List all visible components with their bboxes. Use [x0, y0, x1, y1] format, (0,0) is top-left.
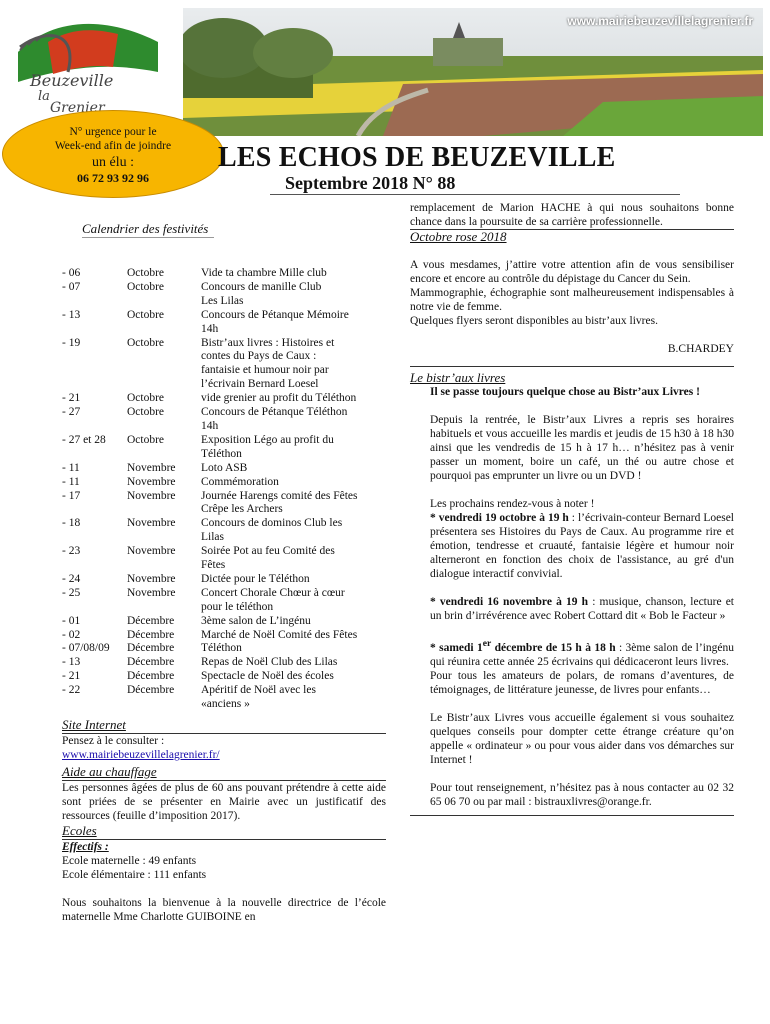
calendar-event: Lilas — [201, 531, 224, 544]
calendar-month: Novembre — [127, 586, 176, 599]
bistro-event-1-text: : l’écrivain-conteur Bernard Loesel présentera ses Histoires du Pays de Caux. Au programme rire et émotion, tendresse et cruauté, fantaisie légère et humour noir alterneront en fonction des choix de l'assistance, au gré d'un dialogue interactif convivial. — [430, 512, 734, 580]
ecoles-section — [62, 824, 386, 924]
octobre-rose-divider — [410, 366, 734, 367]
calendar-row — [62, 503, 392, 517]
ecoles-continuation: remplacement de Marion HACHE à qui nous souhaitons bonne chance dans la poursuite de sa carrière professionnelle. — [410, 202, 734, 228]
calendar-event: vide grenier au profit du Téléthon — [201, 392, 357, 405]
calendar-day — [62, 420, 127, 434]
calendar-month — [127, 559, 201, 573]
calendar-month — [127, 448, 201, 462]
calendar-event: Concours de dominos Club les — [201, 517, 343, 530]
calendar-day: - 01 — [62, 614, 81, 627]
calendar-day: - 21 — [62, 670, 81, 683]
calendar-row — [62, 337, 392, 351]
calendar-event: Commémoration — [201, 475, 279, 488]
calendar-row — [62, 350, 392, 364]
calendar-row — [62, 267, 392, 281]
octobre-rose-p2: Mammographie, échographie sont malheureusement indispensables à notre vie de femme. — [410, 287, 734, 313]
calendar-event: Loto ASB — [201, 461, 248, 474]
bistro-intro: Il se passe toujours quelque chose au Bistr’aux Livres ! — [430, 386, 700, 398]
calendar-event: Spectacle de Noël des écoles — [201, 670, 334, 683]
calendar-month: Novembre — [127, 517, 176, 530]
calendar-day — [62, 350, 127, 364]
calendar-row — [62, 490, 392, 504]
calendar-event: Dictée pour le Téléthon — [201, 572, 310, 585]
calendar-day: - 24 — [62, 572, 81, 585]
calendar-row — [62, 364, 392, 378]
calendar-row — [62, 559, 392, 573]
site-link[interactable]: www.mairiebeuzevillelagrenier.fr/ — [62, 749, 220, 761]
calendar-row — [62, 448, 392, 462]
calendar-event: Téléthon — [201, 447, 242, 460]
octobre-rose-p1: A vous mesdames, j’attire votre attention afin de vous sensibiliser encore et encore au contrôle du dépistage du Cancer du Sein. — [410, 259, 734, 285]
calendar-day: - 07 — [62, 280, 81, 293]
site-section — [62, 718, 386, 762]
calendar-day: - 11 — [62, 461, 80, 474]
calendar-event: Journée Harengs comité des Fêtes — [201, 489, 358, 502]
calendar-month: Novembre — [127, 545, 176, 558]
calendar-day — [62, 531, 127, 545]
issue-subtitle: Septembre 2018 N° 88 — [285, 173, 456, 193]
octobre-rose-signature: B.CHARDEY — [667, 343, 734, 355]
calendar-row — [62, 684, 392, 698]
banner-url: www.mairiebeuzevillelagrenier.fr — [567, 14, 753, 28]
site-text: Pensez à le consulter : — [62, 735, 165, 747]
calendar-row — [62, 462, 392, 476]
aide-section — [62, 765, 386, 823]
calendar-month — [127, 295, 201, 309]
bistro-p2: Le Bistr’aux Livres vous accueille également si vous souhaitez quelques conseils pour dompter cette étrange créature qu’on appelle « ordinateur » ou pour vous aider dans vos démarches sur Internet ! — [430, 711, 734, 766]
calendar-event: Les Lilas — [201, 294, 244, 307]
calendar-row — [62, 420, 392, 434]
calendar-event: «anciens » — [201, 698, 250, 711]
calendar-event: contes du Pays de Caux : — [201, 350, 317, 363]
calendar-heading-underline — [82, 237, 214, 238]
logo-text-2: la — [38, 89, 50, 104]
octobre-rose-p3: Quelques flyers seront disponibles au bistr’aux livres. — [410, 315, 658, 327]
title-divider — [270, 194, 680, 195]
calendar-day: - 27 — [62, 406, 81, 419]
calendar-month — [127, 601, 201, 615]
calendar-day — [62, 601, 127, 615]
calendar-month: Décembre — [127, 656, 175, 669]
calendar-event: Apéritif de Noël avec les — [201, 684, 316, 697]
village-logo — [8, 12, 178, 112]
calendar-event: Concert Chorale Chœur à cœur — [201, 586, 345, 599]
calendar-row — [62, 629, 392, 643]
calendar-month: Octobre — [127, 280, 165, 293]
calendar-day: - 17 — [62, 489, 81, 502]
calendar-event: Concours de Pétanque Mémoire — [201, 308, 349, 321]
calendar-month: Octobre — [127, 308, 165, 321]
calendar-day — [62, 323, 127, 337]
calendar-month: Décembre — [127, 642, 175, 655]
calendar-month: Novembre — [127, 489, 176, 502]
bistro-event-3-text2: Pour tous les amateurs de polars, de romans d’aventures, de témoignages, de littérature jeunesse, de livres pour enfants… — [430, 669, 734, 696]
bistro-p3: Pour tout renseignement, n’hésitez pas à nous contacter au 02 32 65 06 70 ou par mail : bistrauxlivres@orange.fr. — [430, 781, 734, 808]
calendar-row — [62, 392, 392, 406]
calendar-event: Concours de manille Club — [201, 280, 322, 293]
bistro-event-3-text: : 3ème salon de l’ingénu qui réunira cette année 25 écrivains qui dédicaceront leurs livres. — [430, 641, 734, 668]
logo-text-1: Beuzeville — [30, 71, 114, 90]
bistro-event-2 — [410, 595, 734, 623]
calendar-month: Novembre — [127, 572, 176, 585]
calendar-day: - 21 — [62, 392, 81, 405]
calendar-event: Bistr’aux livres : Histoires et — [201, 336, 335, 349]
calendar-event: Fêtes — [201, 559, 226, 572]
calendar-row — [62, 670, 392, 684]
urgence-line-2: Week-end afin de joindre — [54, 140, 172, 153]
calendar-event: l’écrivain Bernard Loesel — [201, 378, 319, 391]
calendar-row — [62, 545, 392, 559]
bistro-end-divider — [410, 815, 734, 816]
urgence-line-3: un élu : — [92, 154, 134, 170]
calendar-month: Novembre — [127, 461, 176, 474]
calendar-month: Octobre — [127, 336, 165, 349]
calendar-month: Décembre — [127, 614, 175, 627]
calendar-month: Octobre — [127, 267, 165, 279]
bistro-event-3 — [410, 637, 734, 669]
calendar-row — [62, 378, 392, 392]
bistro-event-1-date: * vendredi 19 octobre à 19 h — [430, 512, 569, 524]
calendar-list — [62, 267, 392, 712]
calendar-row — [62, 615, 392, 629]
calendar-day: - 06 — [62, 267, 81, 279]
calendar-event: pour le téléthon — [201, 600, 274, 613]
ecoles-text: Nous souhaitons la bienvenue à la nouvelle directrice de l’école maternelle Mme Charlotte GUIBOINE en — [62, 897, 386, 923]
calendar-day: - 02 — [62, 628, 81, 641]
urgence-badge — [2, 110, 224, 198]
ecoles-heading: Ecoles — [62, 823, 97, 838]
calendar-day: - 23 — [62, 545, 81, 558]
calendar-day: - 25 — [62, 586, 81, 599]
calendar-heading: Calendrier des festivités — [82, 221, 209, 236]
calendar-row — [62, 406, 392, 420]
bistro-rdv: Les prochains rendez-vous à noter ! — [430, 498, 595, 510]
calendar-month — [127, 698, 201, 712]
calendar-month — [127, 364, 201, 378]
calendar-month — [127, 323, 201, 337]
calendar-day — [62, 559, 127, 573]
bistro-heading: Le bistr’aux livres — [410, 370, 506, 385]
calendar-month: Décembre — [127, 684, 175, 697]
calendar-month: Octobre — [127, 406, 165, 419]
ecoles-effectifs: Effectifs : — [62, 841, 109, 853]
calendar-row — [62, 587, 392, 601]
urgence-phone: 06 72 93 92 96 — [77, 171, 149, 186]
bistro-p1: Depuis la rentrée, le Bistr’aux Livres a repris ses horaires habituels et vous accueille les mardis et jeudis de 15 h30 à 18 h30 ainsi que les vendredis de 15 h à 17 h… n’hésitez pas à venir passer un moment, boire un café, un thé ou autre chose et pourquoi pas emprunter un livre ou un DVD ! — [430, 414, 734, 482]
calendar-row — [62, 281, 392, 295]
octobre-rose-heading: Octobre rose 2018 — [410, 229, 507, 244]
calendar-day: - 11 — [62, 475, 80, 488]
calendar-month: Décembre — [127, 628, 175, 641]
calendar-month: Novembre — [127, 475, 176, 488]
calendar-event: Exposition Légo au profit du — [201, 433, 334, 446]
calendar-day — [62, 364, 127, 378]
calendar-event: 14h — [201, 419, 219, 432]
calendar-event: Vide ta chambre Mille club — [201, 267, 327, 279]
bistro-event-2-date: * vendredi 16 novembre à 19 h — [430, 596, 589, 608]
calendar-day: - 13 — [62, 308, 81, 321]
calendar-month — [127, 531, 201, 545]
bistro-event-1 — [410, 511, 734, 581]
calendar-month — [127, 503, 201, 517]
aide-text: Les personnes âgées de plus de 60 ans pouvant prétendre à cette aide sont priées de se présenter en Mairie avec un justificatif des ressources (feuille d’imposition 2017). — [62, 782, 386, 822]
ecoles-maternelle: Ecole maternelle : 49 enfants — [62, 855, 197, 867]
page-title: LES ECHOS DE BEUZEVILLE — [218, 142, 616, 173]
urgence-line-1: N° urgence pour le — [69, 126, 157, 138]
calendar-row — [62, 476, 392, 490]
countryside-banner — [183, 8, 763, 136]
calendar-day: - 18 — [62, 517, 81, 530]
calendar-day — [62, 698, 127, 712]
calendar-event: Soirée Pot au feu Comité des — [201, 545, 335, 558]
calendar-month — [127, 378, 201, 392]
calendar-day: - 13 — [62, 656, 81, 669]
calendar-day: - 19 — [62, 336, 81, 349]
bistro-event-3-sup: er — [482, 638, 492, 649]
calendar-day: - 07/08/09 — [62, 642, 110, 655]
calendar-row — [62, 656, 392, 670]
calendar-month — [127, 420, 201, 434]
calendar-day: - 22 — [62, 684, 81, 697]
calendar-row — [62, 642, 392, 656]
calendar-row — [62, 434, 392, 448]
ecoles-elementaire: Ecole élémentaire : 111 enfants — [62, 869, 207, 881]
calendar-event: Concours de Pétanque Téléthon — [201, 406, 348, 419]
calendar-day — [62, 448, 127, 462]
calendar-month: Octobre — [127, 433, 165, 446]
calendar-row — [62, 323, 392, 337]
calendar-event: fantaisie et humour noir par — [201, 364, 329, 377]
bistro-event-3-date-a: * samedi 1 — [430, 641, 483, 654]
calendar-row — [62, 573, 392, 587]
calendar-event: Crêpe les Archers — [201, 503, 283, 516]
calendar-event: Repas de Noël Club des Lilas — [201, 656, 338, 669]
logo-text-3: Grenier — [50, 100, 105, 112]
bistro-event-3-date-b: décembre de 15 h à 18 h — [491, 641, 616, 654]
bistro-event-2-text: : musique, chanson, lecture et un brin d’irrévérence avec Robert Cottard dit « Bob le Facteur » — [430, 596, 735, 622]
calendar-day — [62, 503, 127, 517]
calendar-row — [62, 309, 392, 323]
calendar-month: Décembre — [127, 670, 175, 683]
calendar-row — [62, 295, 392, 309]
calendar-day — [62, 378, 127, 392]
right-column — [410, 201, 734, 816]
aide-heading: Aide au chauffage — [62, 764, 157, 779]
site-heading: Site Internet — [62, 717, 126, 732]
calendar-event: 14h — [201, 322, 219, 335]
calendar-row — [62, 517, 392, 531]
calendar-event: Marché de Noël Comité des Fêtes — [201, 628, 358, 641]
calendar-day: - 27 et 28 — [62, 433, 106, 446]
calendar-month: Octobre — [127, 392, 165, 405]
calendar-event: 3ème salon de L’ingénu — [201, 614, 311, 627]
calendar-month — [127, 350, 201, 364]
calendar-row — [62, 698, 392, 712]
calendar-event: Téléthon — [201, 642, 242, 655]
calendar-row — [62, 601, 392, 615]
calendar-row — [62, 531, 392, 545]
calendar-day — [62, 295, 127, 309]
